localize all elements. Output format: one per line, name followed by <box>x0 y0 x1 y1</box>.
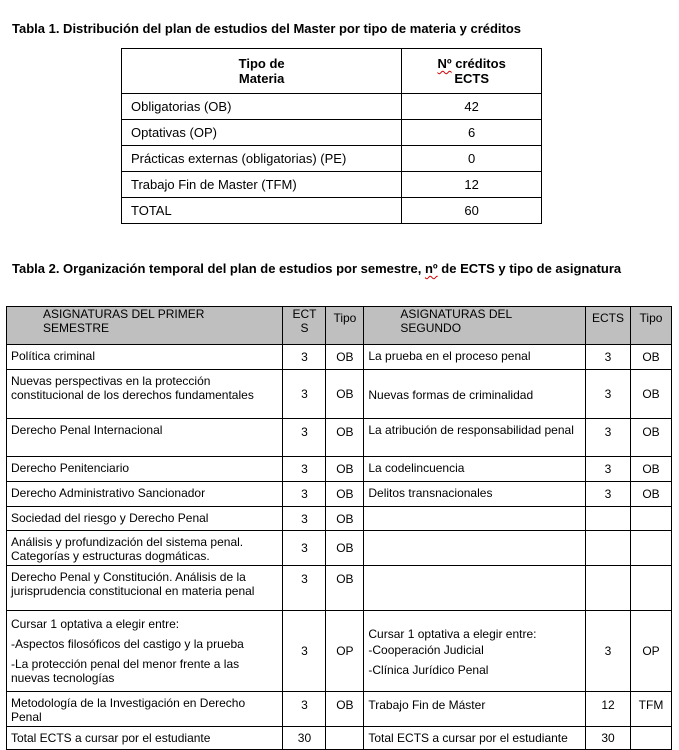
ects-first: 3 <box>283 692 326 727</box>
total-label-second: Total ECTS a cursar por el estudiante <box>364 727 586 750</box>
semester-schedule-table <box>6 306 672 750</box>
row-value: 0 <box>402 146 542 172</box>
subject-first: Metodología de la Investigación en Derecho Penal <box>7 692 283 727</box>
tipo-second-empty <box>630 566 671 611</box>
table-header-row <box>7 307 672 345</box>
ects-second-empty <box>586 566 631 611</box>
credits-by-type-table <box>121 48 542 224</box>
subject-first: Nuevas perspectivas en la protección constitucional de los derechos fundamentales <box>7 370 283 419</box>
tipo-second: OB <box>630 457 671 482</box>
empty-cell <box>326 727 364 750</box>
table-row <box>7 457 672 482</box>
header-ects-credits: Nº créditos ECTS <box>402 49 542 94</box>
tipo-second: OP <box>630 611 671 692</box>
subject-second: La codelincuencia <box>364 457 586 482</box>
row-value: 12 <box>402 172 542 198</box>
subject-first: Derecho Penitenciario <box>7 457 283 482</box>
table-row <box>7 482 672 507</box>
table-row <box>7 370 672 419</box>
tipo-first: OB <box>326 370 364 419</box>
ects-first: 3 <box>283 345 326 370</box>
tipo-first: OB <box>326 566 364 611</box>
subject-first: Derecho Administrativo Sancionador <box>7 482 283 507</box>
subject-second-empty <box>364 531 586 566</box>
row-label: Optativas (OP) <box>122 120 402 146</box>
table-row-total <box>122 198 542 224</box>
ects-second: 12 <box>586 692 631 727</box>
ects-second: 3 <box>586 345 631 370</box>
ects-second: 3 <box>586 457 631 482</box>
tipo-first: OB <box>326 482 364 507</box>
ects-second-empty <box>586 531 631 566</box>
ects-first: 3 <box>283 419 326 457</box>
ects-second: 3 <box>586 611 631 692</box>
header-first-semester: ASIGNATURAS DEL PRIMER SEMESTRE <box>7 307 283 345</box>
table-row <box>122 146 542 172</box>
table-row <box>7 692 672 727</box>
table2-caption: Tabla 2. Organización temporal del plan de estudios por semestre, nº de ECTS y tipo de asignatura <box>12 261 622 276</box>
subject-second: Nuevas formas de criminalidad <box>364 370 586 419</box>
table-row <box>7 345 672 370</box>
table-row <box>7 507 672 531</box>
total-ects-second: 30 <box>586 727 631 750</box>
table-row <box>122 120 542 146</box>
row-value: 42 <box>402 94 542 120</box>
ects-first: 3 <box>283 370 326 419</box>
subject-second: La prueba en el proceso penal <box>364 345 586 370</box>
row-label: Trabajo Fin de Master (TFM) <box>122 172 402 198</box>
ects-first: 3 <box>283 531 326 566</box>
header-tipo-second: Tipo <box>630 307 671 345</box>
tipo-second: TFM <box>630 692 671 727</box>
total-label-first: Total ECTS a cursar por el estudiante <box>7 727 283 750</box>
tipo-second-empty <box>630 507 671 531</box>
tipo-first: OP <box>326 611 364 692</box>
subject-first: Derecho Penal y Constitución. Análisis de la jurisprudencia constitucional en materia penal <box>7 566 283 611</box>
table1-caption: Tabla 1. Distribución del plan de estudios del Master por tipo de materia y créditos <box>12 21 522 36</box>
row-value: 60 <box>402 198 542 224</box>
table-row <box>7 531 672 566</box>
ects-second: 3 <box>586 419 631 457</box>
ects-first: 3 <box>283 482 326 507</box>
tipo-first: OB <box>326 531 364 566</box>
tipo-first: OB <box>326 692 364 727</box>
row-label: Prácticas externas (obligatorias) (PE) <box>122 146 402 172</box>
table-row <box>122 94 542 120</box>
optativas-second: Cursar 1 optativa a elegir entre: -Cooperación Judicial -Clínica Jurídico Penal <box>364 611 586 692</box>
tipo-second: OB <box>630 345 671 370</box>
subject-first: Análisis y profundización del sistema penal. Categorías y estructuras dogmáticas. <box>7 531 283 566</box>
table-row-optativas <box>7 611 672 692</box>
tipo-first: OB <box>326 507 364 531</box>
subject-second: Delitos transnacionales <box>364 482 586 507</box>
subject-second-empty <box>364 566 586 611</box>
optativas-first: Cursar 1 optativa a elegir entre: -Aspectos filosóficos del castigo y la prueba -La protección penal del menor frente a las nuevas tecnologías <box>7 611 283 692</box>
ects-first: 3 <box>283 611 326 692</box>
ects-second: 3 <box>586 482 631 507</box>
ects-first: 3 <box>283 457 326 482</box>
subject-first: Sociedad del riesgo y Derecho Penal <box>7 507 283 531</box>
row-label: TOTAL <box>122 198 402 224</box>
table-row <box>7 566 672 611</box>
table-row <box>7 419 672 457</box>
table-header-row <box>122 49 542 94</box>
ects-first: 3 <box>283 507 326 531</box>
subject-second-empty <box>364 507 586 531</box>
ects-second-empty <box>586 507 631 531</box>
table-row <box>122 172 542 198</box>
subject-first: Política criminal <box>7 345 283 370</box>
header-subject-type: Tipo de Materia <box>122 49 402 94</box>
header-second-semester: ASIGNATURAS DEL SEGUNDO <box>364 307 586 345</box>
tipo-second: OB <box>630 482 671 507</box>
tipo-second: OB <box>630 419 671 457</box>
row-label: Obligatorias (OB) <box>122 94 402 120</box>
total-ects-first: 30 <box>283 727 326 750</box>
subject-second: Trabajo Fin de Máster <box>364 692 586 727</box>
tipo-first: OB <box>326 419 364 457</box>
tipo-first: OB <box>326 457 364 482</box>
subject-first: Derecho Penal Internacional <box>7 419 283 457</box>
row-value: 6 <box>402 120 542 146</box>
header-tipo-first: Tipo <box>326 307 364 345</box>
empty-cell <box>630 727 671 750</box>
tipo-second: OB <box>630 370 671 419</box>
header-ects-second: ECTS <box>586 307 631 345</box>
header-ects-first: ECT S <box>283 307 326 345</box>
tipo-second-empty <box>630 531 671 566</box>
table-row-total <box>7 727 672 750</box>
subject-second: La atribución de responsabilidad penal <box>364 419 586 457</box>
ects-first: 3 <box>283 566 326 611</box>
tipo-first: OB <box>326 345 364 370</box>
ects-second: 3 <box>586 370 631 419</box>
